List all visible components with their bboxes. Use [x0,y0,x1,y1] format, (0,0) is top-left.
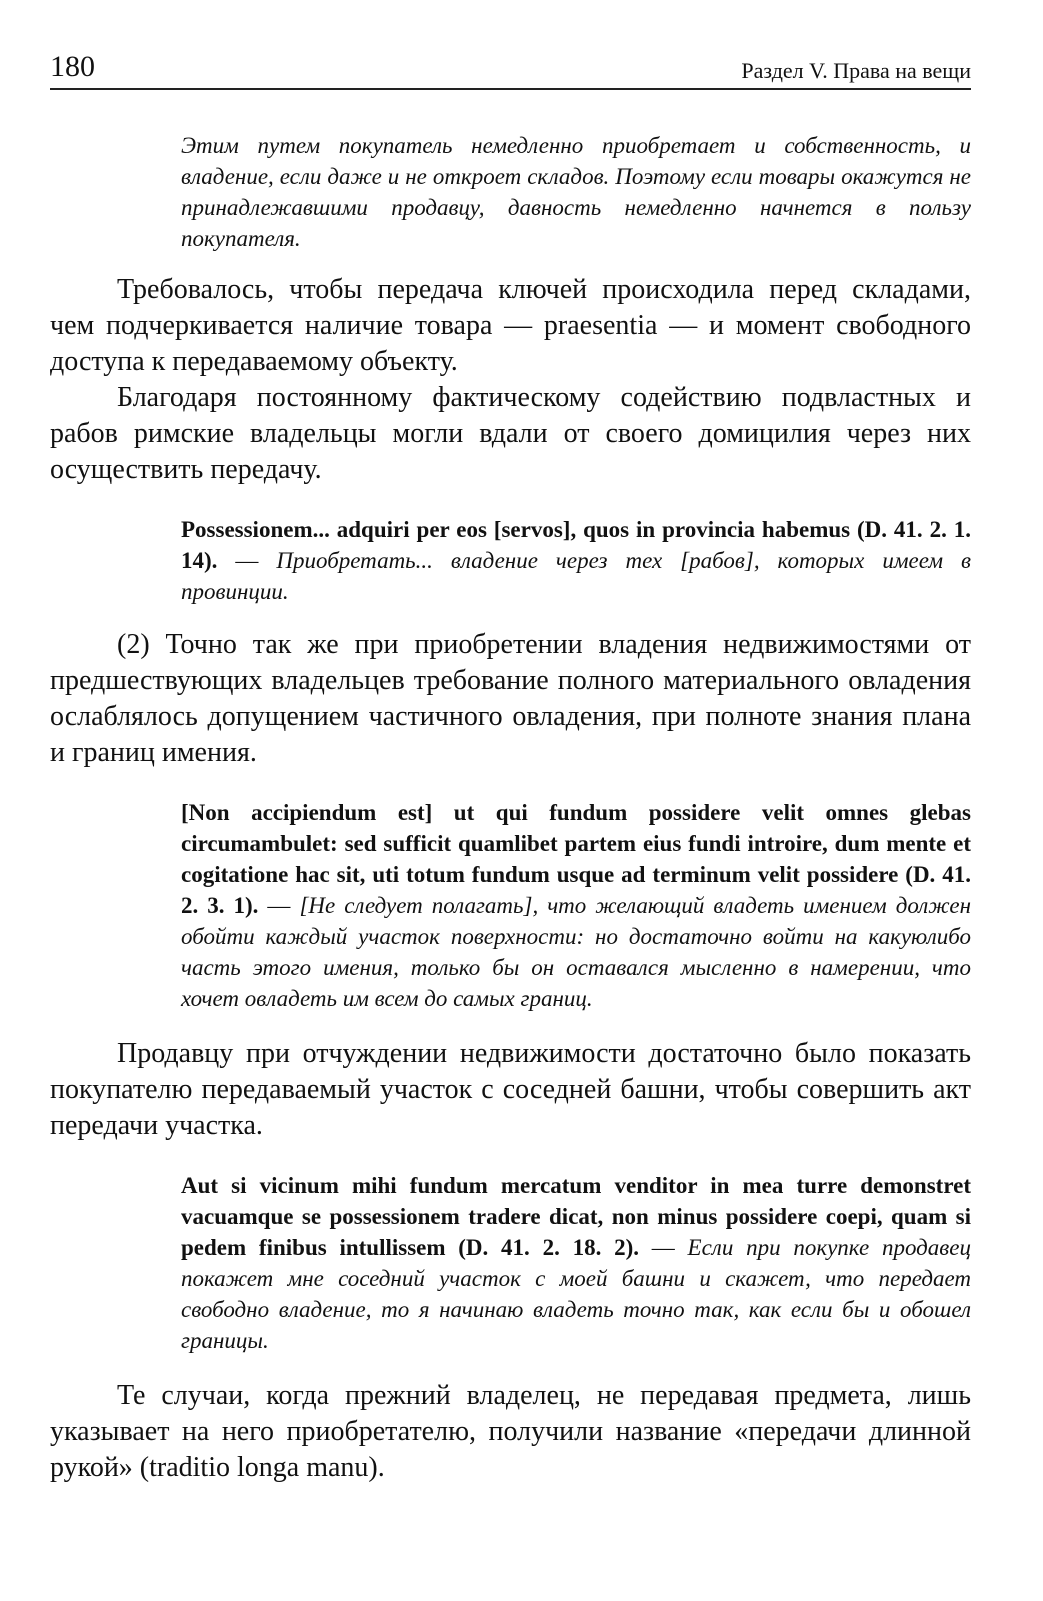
paragraph-5: Те случаи, когда прежний владелец, не передавая предмета, лишь указывает на него приобретателю, получили название «передачи длинной рукой» (traditio longa manu). [50,1380,971,1483]
latin-source-3: [Non accipiendum est] ut qui fundum possidere velit omnes glebas circumambulet: sed sufficit quamlibet partem eius fundi introire, dum mente et cogitatione hac sit, uti totum fundum usque ad terminum velit possidere (D. 41. 2. 3. 1). [181,800,971,918]
quote-dash-3: — [258,893,300,918]
quote-dash-4: — [639,1235,688,1260]
paragraph-4: Продавцу при отчуждении недвижимости достаточно было показать покупателю передаваемый участок с соседней башни, чтобы совершить акт передачи участка. [50,1038,971,1141]
running-head: Раздел V. Права на вещи [741,58,971,83]
latin-source-4: Aut si vicinum mihi fundum mercatum venditor in mea turre demonstret vacuamque se possessionem tradere dicat, non minus possidere coepi, quam si pedem finibus intullissem (D. 41. 2. 18. 2). [181,1173,971,1260]
quote-block-1 [181,130,971,254]
translation-4: Если при покупке продавец покажет мне соседний участок с моей башни и скажет, что передает свободно владение, то я начинаю владеть точно так, как если бы и обошел границы. [181,1235,971,1353]
page-number: 180 [50,50,95,83]
paragraph-3: (2) Точно так же при приобретении владения недвижимостями от предшествующих владельцев требование полного материального овладения ослаблялось допущением частичного овладения, при полноте знания плана и границ имения. [50,629,971,768]
paragraph-2: Благодаря постоянному фактическому содействию подвластных и рабов римские владельцы могли вдали от своего домицилия через них осуществить передачу. [50,382,971,485]
quote-block-4 [181,1170,971,1356]
translation-3: [Не следует полагать], что желающий владеть имением должен обойти каждый участок поверхности: но достаточно войти на какуюлибо часть этого имения, только бы он оставался мысленно в намерении, что хочет овладеть им всем до самых границ. [181,893,972,1011]
translation-2: Приобретать... владение через тех [рабов], которых имеем в провинции. [181,548,971,604]
quote-block-3 [181,797,971,1014]
latin-source-2: Possessionem... adquiri per eos [servos], quos in provincia habemus (D. 41. 2. 1. 14). [181,517,971,573]
paragraph-1: Требовалось, чтобы передача ключей происходила перед складами, чем подчеркивается наличие товара — praesentia — и момент свободного доступа к передаваемому объекту. [50,274,971,377]
quote-dash-2: — [217,548,277,573]
book-page [50,40,971,1486]
page-header [50,40,971,90]
quote-1-text: Этим путем покупатель немедленно приобретает и собственность, и владение, если даже и не откроет складов. Поэтому если товары окажутся не принадлежавшими продавцу, давность немедленно начнется в пользу покупателя. [181,133,971,251]
quote-block-2 [181,514,971,607]
